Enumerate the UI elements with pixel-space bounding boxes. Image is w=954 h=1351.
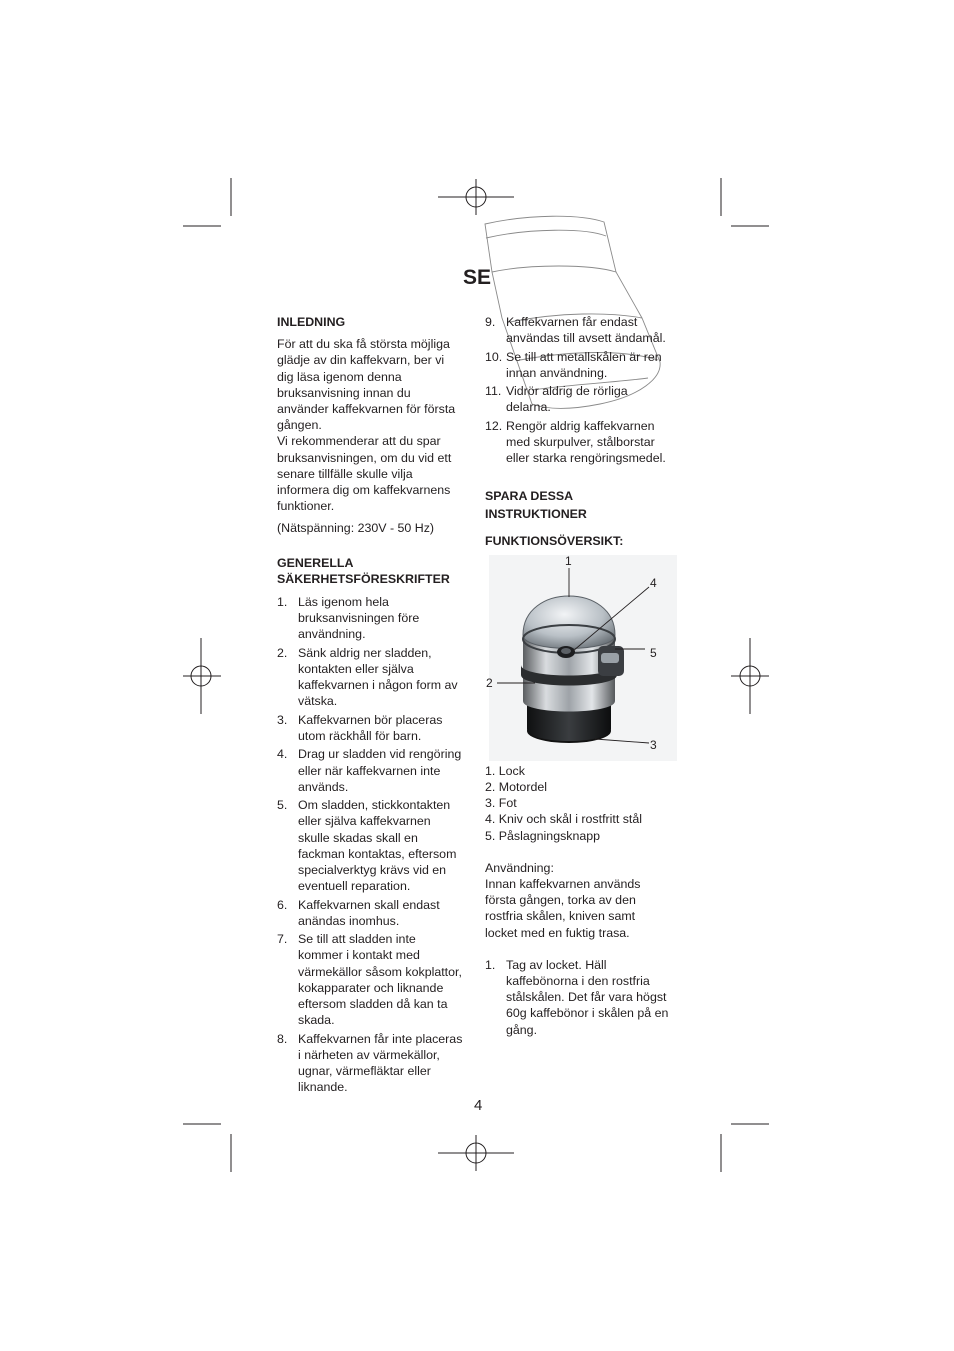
text-line: värmekällor såsom kokplattor,: [298, 964, 462, 979]
parts-list: [485, 763, 680, 844]
text-line: gången.: [277, 418, 322, 433]
list-item: [485, 349, 680, 381]
text-line: Vi rekommenderar att du spar: [277, 434, 441, 449]
page-number: 4: [474, 1097, 483, 1114]
text-line: bruksanvisning innan du: [277, 385, 411, 400]
safety-list-continued: [485, 314, 680, 466]
item-number: 6.: [277, 897, 288, 912]
text-line: funktioner.: [277, 499, 335, 514]
text-line: utom räckhåll för barn.: [298, 729, 422, 744]
text-line: senare tillfälle skulle vilja: [277, 466, 413, 481]
list-item: 1. Lock: [485, 763, 525, 778]
list-item: [277, 645, 472, 710]
right-column: [485, 314, 680, 1040]
text-line: gång.: [506, 1022, 538, 1037]
text-line: Se till att metallskålen är ren: [506, 349, 662, 364]
text-line: i närheten av värmekällor,: [298, 1047, 440, 1062]
overview-heading: FUNKTIONSÖVERSIKT:: [485, 533, 624, 548]
list-item: [485, 418, 680, 467]
text-line: Kaffekvarnen bör placeras: [298, 712, 443, 727]
text-line: Kaffekvarnen får endast: [506, 315, 638, 329]
text-line: användning.: [298, 627, 366, 642]
text-line: Tag av locket. Häll: [506, 957, 607, 972]
text-line: 60g kaffebönor i skålen på en: [506, 1006, 669, 1021]
text-line: bruksanvisningen, om du vid ett: [277, 450, 452, 465]
text-line: använder kaffekvarnen för första: [277, 402, 456, 417]
text-line: delarna.: [506, 400, 551, 415]
item-number: 1.: [277, 595, 288, 610]
text-line: informera dig om kaffekvarnens: [277, 483, 451, 498]
text-line: ugnar, värmefläktar eller: [298, 1064, 431, 1079]
list-item: [277, 797, 472, 894]
text-line: För att du ska få största möjliga: [277, 337, 450, 352]
list-item: [277, 931, 472, 1028]
text-line: stålskålen. Det får vara högst: [506, 990, 667, 1005]
text-line: locket med en fuktig trasa.: [485, 925, 630, 940]
text-line: skulle skadas skall en: [298, 830, 418, 845]
intro-heading: INLEDNING: [277, 315, 346, 329]
text-line: kokapparater och liknande: [298, 980, 444, 995]
list-item: [485, 957, 680, 1038]
item-number: 2.: [277, 645, 288, 660]
item-number: 7.: [277, 932, 288, 947]
item-number: 1.: [485, 957, 496, 972]
text-line: eftersom sladden då kan ta: [298, 997, 448, 1012]
callout-5: 5: [650, 645, 657, 660]
text-line: vätska.: [298, 694, 338, 709]
text-line: liknande.: [298, 1080, 348, 1095]
text-line: används.: [298, 779, 349, 794]
text-line: kommer i kontakt med: [298, 948, 420, 963]
text-line: specialverktyg krävs vid en: [298, 863, 447, 878]
heading-line: GENERELLA: [277, 555, 354, 570]
text-line: Om sladden, stickkontakten: [298, 798, 451, 813]
heading-line: SPARA DESSA: [485, 488, 574, 503]
voltage-note: (Nätspänning: 230V - 50 Hz): [277, 521, 435, 536]
text-line: dig läsa igenom denna: [277, 369, 402, 384]
text-line: fackman kontaktas, eftersom: [298, 846, 457, 861]
heading-line: SÄKERHETSFÖRESKRIFTER: [277, 571, 450, 586]
list-item: [277, 594, 472, 643]
callout-3: 3: [650, 737, 657, 752]
item-number: 12.: [485, 418, 503, 433]
intro-paragraph: [277, 336, 472, 433]
text-line: Kaffekvarnen får inte placeras: [298, 1031, 463, 1046]
list-item: [277, 1031, 472, 1096]
list-item: [277, 712, 472, 744]
text-line: rostfria skålen, kniven samt: [485, 909, 636, 924]
usage-steps: [485, 957, 680, 1038]
item-number: 3.: [277, 712, 288, 727]
callout-4: 4: [650, 575, 657, 590]
list-item: 3. Fot: [485, 796, 517, 811]
language-code: SE: [463, 266, 492, 289]
text-line: glädje av din kaffekvarn, ber vi: [277, 353, 445, 368]
list-item: [485, 383, 680, 415]
text-line: Drag ur sladden vid rengöring: [298, 747, 462, 762]
text-line: skada.: [298, 1013, 335, 1028]
heading-line: INSTRUKTIONER: [485, 506, 587, 521]
text-line: innan användning.: [506, 365, 608, 380]
save-instructions-heading: [485, 487, 680, 523]
item-number: 9.: [485, 315, 496, 329]
text-line: kaffebönorna i den rostfria: [506, 974, 650, 989]
item-number: 11.: [485, 384, 502, 399]
left-column: [277, 314, 472, 1098]
item-number: 5.: [277, 798, 288, 813]
list-item: [277, 897, 472, 929]
text-line: med skurpulver, stålborstar: [506, 434, 655, 449]
text-line: kontakten eller själva: [298, 662, 414, 677]
list-item: 4. Kniv och skål i rostfritt stål: [485, 812, 643, 827]
list-item: [485, 314, 680, 346]
text-line: Vidrör aldrig de rörliga: [506, 384, 628, 399]
text-line: Läs igenom hela: [298, 595, 389, 610]
safety-list: [277, 594, 472, 1095]
text-line: bruksanvisningen före: [298, 611, 420, 626]
grinder-figure: [485, 553, 680, 763]
usage-paragraph: [485, 876, 680, 941]
item-number: 4.: [277, 747, 288, 762]
text-line: Sänk aldrig ner sladden,: [298, 645, 432, 660]
item-number: 8.: [277, 1031, 288, 1046]
text-line: eller starka rengöringsmedel.: [506, 451, 666, 466]
text-line: Kaffekvarnen skall endast: [298, 897, 440, 912]
text-line: Rengör aldrig kaffekvarnen: [506, 418, 655, 433]
text-line: eller när kaffekvarnen inte: [298, 763, 441, 778]
item-number: 10.: [485, 349, 503, 364]
text-line: kaffekvarnen i någon form av: [298, 678, 458, 693]
text-line: eventuell reparation.: [298, 879, 411, 894]
list-item: 2. Motordel: [485, 779, 547, 794]
grinder-illustration: [485, 553, 680, 763]
text-line: eller själva kaffekvarnen: [298, 814, 431, 829]
callout-1: 1: [565, 553, 572, 568]
text-line: användas till avsett ändamål.: [506, 331, 666, 346]
list-item: [277, 746, 472, 795]
list-item: 5. Påslagningsknapp: [485, 828, 601, 843]
safety-heading: [277, 555, 472, 587]
callout-2: 2: [486, 675, 493, 690]
text-line: Se till att sladden inte: [298, 932, 416, 947]
text-line: anändas inomhus.: [298, 913, 400, 928]
recommend-paragraph: [277, 433, 472, 514]
text-line: Innan kaffekvarnen används: [485, 877, 641, 891]
usage-label: Användning:: [485, 860, 554, 875]
text-line: första gången, torka av den: [485, 893, 636, 908]
